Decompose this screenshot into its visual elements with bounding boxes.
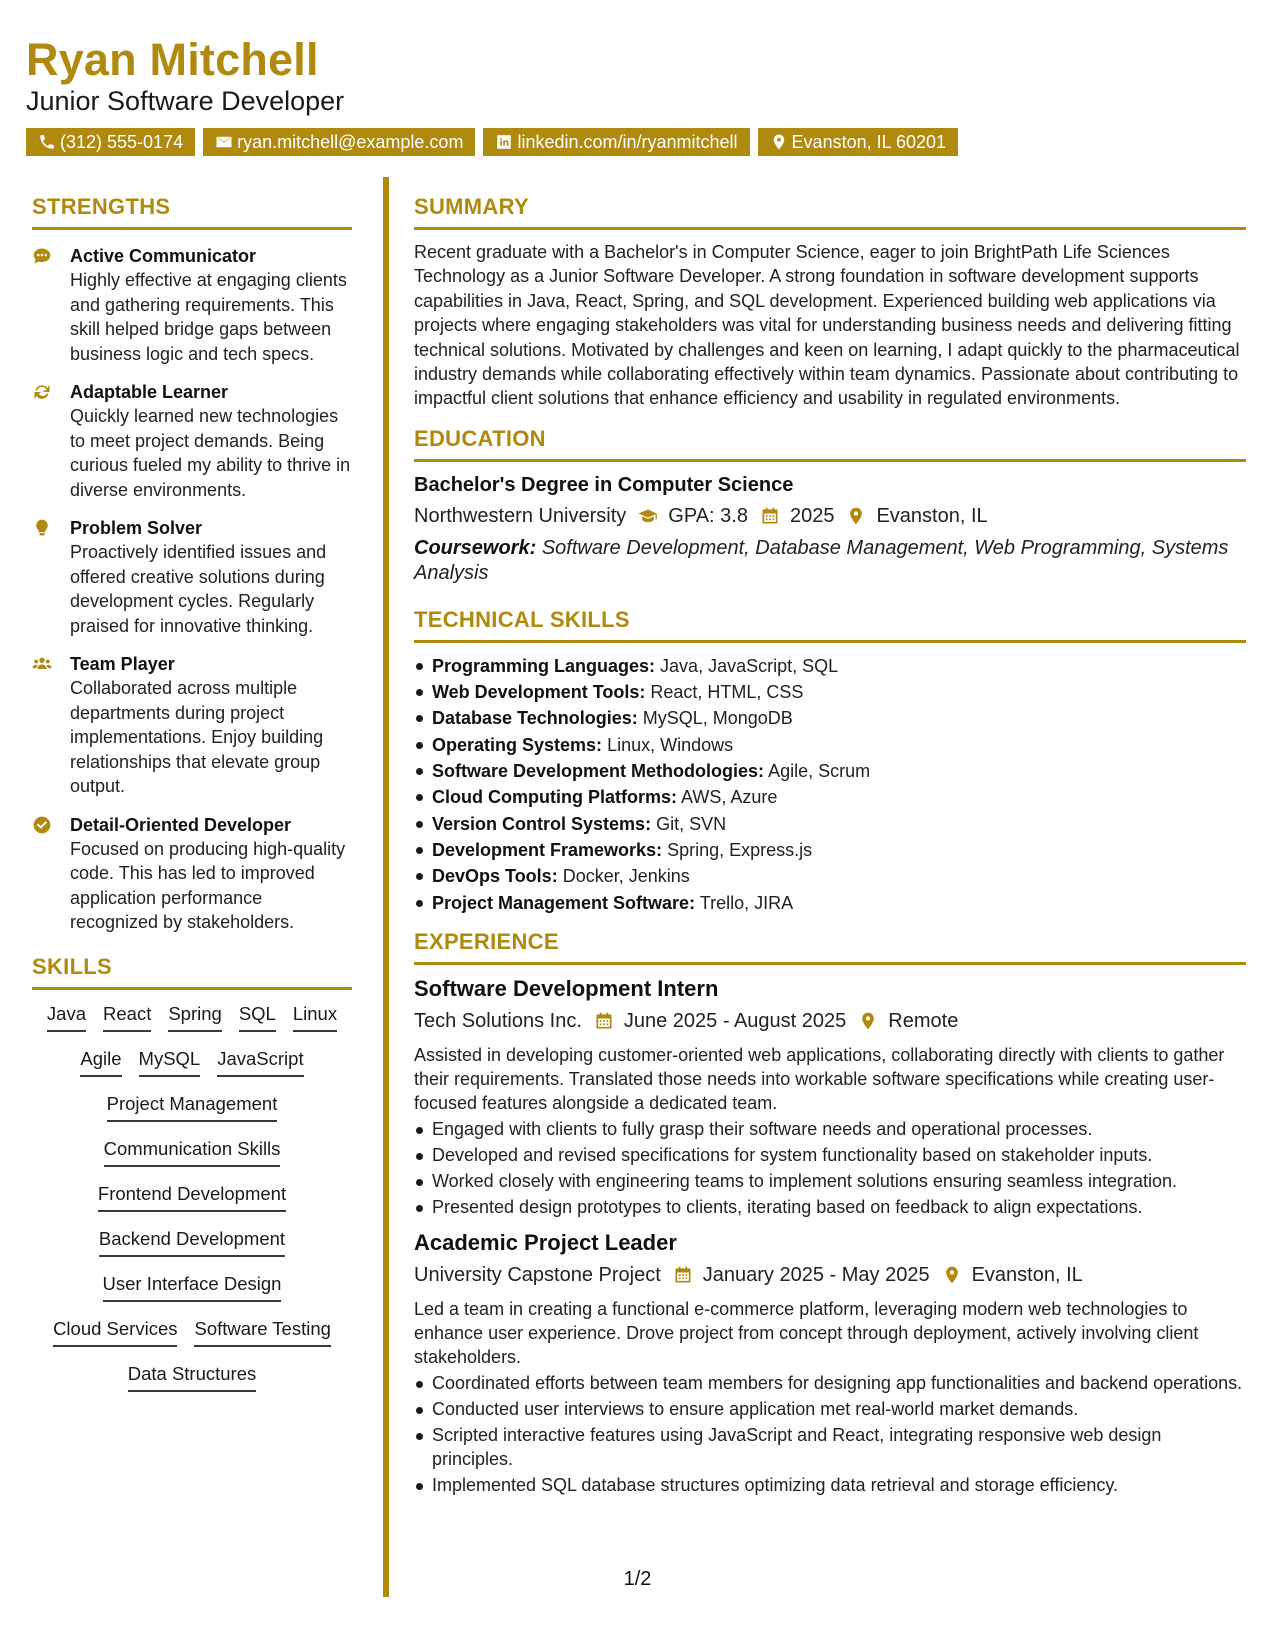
skill-row	[32, 1362, 352, 1407]
section-rule	[414, 640, 1246, 643]
users-icon	[32, 654, 54, 676]
coursework-label: Coursework:	[414, 536, 537, 559]
skill-row	[32, 1002, 352, 1047]
calendar-icon	[673, 1265, 693, 1285]
position-title: Academic Project Leader	[414, 1229, 677, 1255]
strength-desc: Collaborated across multiple departments during project implementations. Enjoy building relationships that elevate group output.	[70, 678, 324, 796]
location-text: Evanston, IL 60201	[791, 132, 946, 152]
list-item	[414, 705, 1246, 731]
list-item	[414, 890, 1246, 916]
tech-skill-label: Cloud Computing Platforms:	[432, 787, 677, 808]
tech-skill-value: Trello, JIRA	[699, 892, 794, 913]
skill-tag: Data Structures	[128, 1362, 257, 1392]
email-text: ryan.mitchell@example.com	[237, 132, 464, 152]
section-rule	[414, 227, 1246, 230]
tech-skill-label: Database Technologies:	[432, 708, 638, 729]
list-item: Developed and revised specifications for system functionality based on stakeholder inputs.	[414, 1143, 1246, 1167]
job-title: Junior Software Developer	[26, 86, 345, 116]
tech-skill-value: Spring, Express.js	[667, 839, 813, 860]
experience-heading: EXPERIENCE	[414, 928, 559, 954]
summary-heading: SUMMARY	[414, 194, 529, 219]
linkedin-chip[interactable]	[483, 128, 749, 156]
map-pin-icon	[942, 1265, 962, 1285]
strength-desc: Proactively identified issues and offered creative solutions during development cycles. Regularly praised for innovative thinking.	[70, 542, 327, 636]
graduation-cap-icon	[638, 506, 658, 526]
column-divider	[383, 177, 389, 1597]
list-item	[414, 837, 1246, 863]
list-item: Worked closely with engineering teams to implement solutions ensuring seamless integration.	[414, 1169, 1246, 1193]
skill-tag: User Interface Design	[103, 1272, 282, 1302]
skill-row	[32, 1137, 352, 1182]
skill-tag: Agile	[80, 1047, 121, 1077]
skill-tag: SQL	[239, 1002, 276, 1032]
date-range: June 2025 - August 2025	[623, 1009, 847, 1032]
skill-tag: Spring	[168, 1002, 221, 1032]
tech-skill-label: Development Frameworks:	[432, 839, 663, 860]
position-meta	[414, 1261, 1246, 1289]
skill-row	[32, 1272, 352, 1317]
calendar-icon	[760, 506, 780, 526]
technical-skills-list	[414, 653, 1246, 916]
tech-skill-label: Programming Languages:	[432, 655, 656, 676]
map-pin-icon	[846, 506, 866, 526]
list-item	[414, 784, 1246, 810]
strength-item	[32, 813, 352, 935]
strengths-list	[32, 244, 352, 935]
skill-tag: MySQL	[139, 1047, 201, 1077]
strength-title: Adaptable Learner	[70, 382, 229, 402]
tech-skill-value: Docker, Jenkins	[562, 866, 690, 887]
strength-desc: Highly effective at engaging clients and gathering requirements. This skill helped bridge gaps between business logic and tech specs.	[70, 270, 347, 364]
list-item	[414, 653, 1246, 679]
section-rule	[32, 227, 352, 230]
position-meta	[414, 1007, 1246, 1035]
list-item	[414, 758, 1246, 784]
position-location: Remote	[888, 1009, 959, 1032]
skills-heading: SKILLS	[32, 953, 113, 979]
phone-text: (312) 555-0174	[60, 132, 184, 152]
skill-row	[32, 1047, 352, 1092]
skill-tag: Communication Skills	[104, 1137, 281, 1167]
tech-skill-label: Version Control Systems:	[432, 813, 652, 834]
summary-text: Recent graduate with a Bachelor's in Computer Science, eager to join BrightPath Life Sciences Technology as a Junior Software Developer. A strong foundation in software development supports capabilities in Java, React, Spring, and SQL development. Experienced building web applications via projects where engaging stakeholders was vital for understanding business needs and delivering fitting technical solutions. Motivated by challenges and keen on learning, I adapt quickly to the pharmaceutical industry demands while collaborating effectively within team dynamics. Passionate about contributing to impactful client solutions that enhance efficiency and usability in regulated environments.	[414, 242, 1240, 409]
strengths-heading: STRENGTHS	[32, 194, 171, 219]
skill-row	[32, 1227, 352, 1272]
list-item	[414, 732, 1246, 758]
section-rule	[414, 962, 1246, 965]
tech-skill-value: React, HTML, CSS	[650, 682, 804, 703]
list-item: Conducted user interviews to ensure application met real-world market demands.	[414, 1397, 1246, 1421]
date-range: January 2025 - May 2025	[702, 1263, 930, 1286]
position-description: Led a team in creating a functional e-commerce platform, leveraging modern web technologies to enhance user experience. Drove project from concept through deployment, actively involving client stakeholders.	[414, 1298, 1199, 1367]
skill-tag: JavaScript	[217, 1047, 303, 1077]
skill-tag: Backend Development	[99, 1227, 285, 1257]
phone-icon	[38, 133, 56, 151]
degree-title: Bachelor's Degree in Computer Science	[414, 473, 794, 496]
strength-item	[32, 516, 352, 638]
skill-tag: Cloud Services	[53, 1317, 177, 1347]
organization: Tech Solutions Inc.	[414, 1009, 582, 1032]
map-pin-icon	[858, 1011, 878, 1031]
list-item	[414, 679, 1246, 705]
achievement-list	[414, 1371, 1246, 1497]
strength-title: Detail-Oriented Developer	[70, 814, 292, 835]
skill-row	[32, 1092, 352, 1137]
tech-skill-value: AWS, Azure	[681, 787, 778, 808]
tech-skill-value: MySQL, MongoDB	[642, 708, 793, 729]
skill-tag: Java	[47, 1002, 86, 1032]
candidate-name: Ryan Mitchell	[26, 34, 319, 85]
linkedin-icon	[495, 133, 513, 151]
list-item	[414, 811, 1246, 837]
technical-skills-heading: TECHNICAL SKILLS	[414, 606, 630, 632]
education-location: Evanston, IL	[876, 504, 988, 527]
email-chip[interactable]	[203, 128, 475, 156]
lightbulb-icon	[32, 518, 54, 540]
tech-skill-label: Web Development Tools:	[432, 682, 646, 703]
section-rule	[414, 459, 1246, 462]
contact-bar	[26, 128, 958, 156]
tech-skill-label: Software Development Methodologies:	[432, 761, 765, 782]
tech-skill-value: Java, JavaScript, SQL	[660, 655, 839, 676]
skill-tag: Linux	[293, 1002, 337, 1032]
skill-tag: Project Management	[107, 1092, 278, 1122]
coursework-list: Software Development, Database Management, Web Programming, Systems Analysis	[414, 536, 1229, 584]
skill-row	[32, 1182, 352, 1227]
strength-desc: Quickly learned new technologies to meet project demands. Being curious fueled my ability to thrive in diverse environments.	[70, 406, 351, 500]
map-pin-icon	[770, 133, 788, 151]
tech-skill-label: DevOps Tools:	[432, 866, 558, 887]
organization: University Capstone Project	[414, 1263, 661, 1286]
section-rule	[32, 987, 352, 990]
skill-tag: Software Testing	[194, 1317, 330, 1347]
strength-title: Active Communicator	[70, 246, 257, 266]
education-meta	[414, 502, 1246, 530]
education-heading: EDUCATION	[414, 425, 546, 451]
strength-item	[32, 380, 352, 502]
graduation-year: 2025	[789, 504, 835, 527]
coursework	[414, 536, 1246, 586]
list-item: Coordinated efforts between team members for designing app functionalities and backend operations.	[414, 1371, 1246, 1395]
position-description: Assisted in developing customer-oriented web applications, collaborating directly with clients to gather their requirements. Translated those needs into workable software specifications while creating user-focused features alongside a dedicated team.	[414, 1044, 1225, 1113]
experience-entry	[414, 975, 1246, 1219]
linkedin-text: linkedin.com/in/ryanmitchell	[517, 132, 738, 152]
list-item	[414, 863, 1246, 889]
list-item: Engaged with clients to fully grasp their software needs and operational processes.	[414, 1117, 1246, 1141]
left-column	[32, 193, 352, 1407]
strength-title: Team Player	[70, 654, 175, 674]
skill-tag: Frontend Development	[98, 1182, 286, 1212]
calendar-icon	[594, 1011, 614, 1031]
list-item: Presented design prototypes to clients, iterating based on feedback to align expectations.	[414, 1195, 1246, 1219]
comment-dots-icon	[32, 246, 54, 268]
strength-desc: Focused on producing high-quality code. This has led to improved application performance recognized by stakeholders.	[70, 838, 346, 932]
check-circle-icon	[32, 815, 54, 837]
school-name: Northwestern University	[414, 504, 627, 527]
tech-skill-label: Project Management Software:	[432, 892, 696, 913]
experience-entry	[414, 1229, 1246, 1497]
gpa: GPA: 3.8	[668, 504, 748, 527]
list-item: Implemented SQL database structures optimizing data retrieval and storage efficiency.	[414, 1473, 1246, 1497]
phone-chip[interactable]	[26, 128, 195, 156]
tech-skill-value: Agile, Scrum	[768, 761, 871, 782]
skills-cloud	[32, 1002, 352, 1407]
right-column	[414, 193, 1246, 1499]
tech-skill-label: Operating Systems:	[432, 734, 603, 755]
list-item: Scripted interactive features using JavaScript and React, integrating responsive web design principles.	[414, 1423, 1246, 1471]
position-title: Software Development Intern	[414, 975, 719, 1001]
skill-tag: React	[103, 1002, 151, 1032]
strength-title: Problem Solver	[70, 518, 203, 538]
tech-skill-value: Linux, Windows	[607, 734, 734, 755]
skill-row	[32, 1317, 352, 1362]
sync-icon	[32, 382, 54, 404]
position-location: Evanston, IL	[971, 1263, 1083, 1286]
page-number: 1/2	[623, 1568, 652, 1590]
location-chip	[758, 128, 958, 156]
tech-skill-value: Git, SVN	[656, 813, 727, 834]
achievement-list	[414, 1117, 1246, 1219]
envelope-icon	[215, 133, 233, 151]
strength-item	[32, 652, 352, 799]
strength-item	[32, 244, 352, 366]
